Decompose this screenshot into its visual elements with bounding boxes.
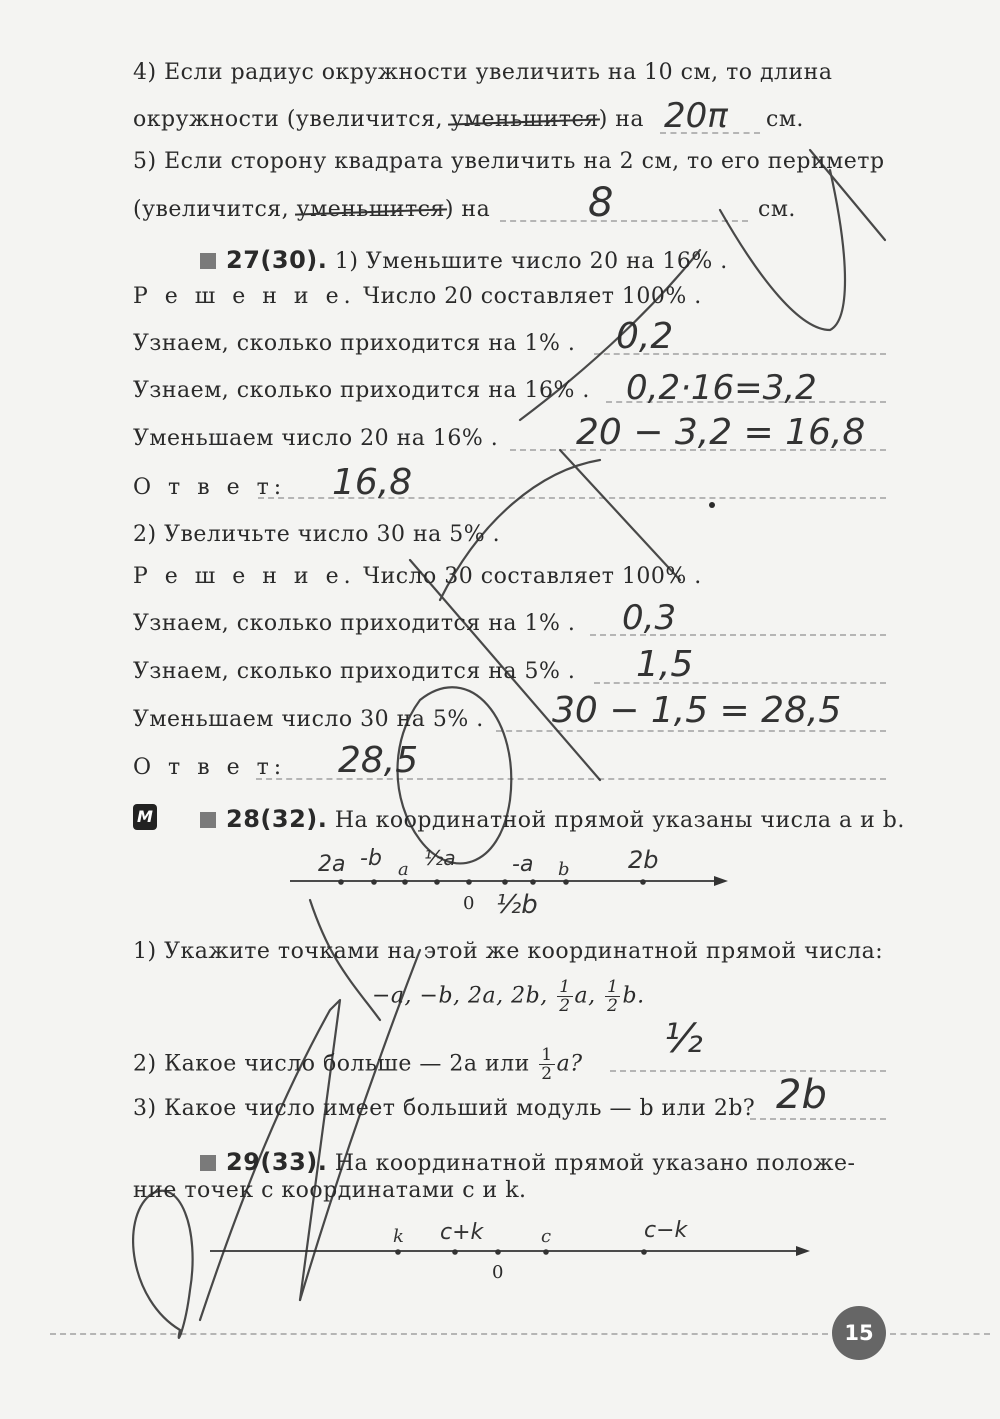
p28-q1: 1) Укажите точками на этой же координатной прямой числа: — [133, 939, 884, 964]
solution-text: Число 20 составляет 100% . — [363, 284, 702, 309]
point-b-label: b — [558, 859, 570, 880]
hw-2a: 2a — [318, 852, 346, 877]
q1-var-b: b. — [622, 983, 645, 1009]
hw-half-b: ½b — [496, 890, 538, 920]
problem28-task: На координатной прямой указаны числа a и b. — [334, 808, 905, 833]
item4-text-a: окружности (увеличится, — [133, 107, 451, 132]
point-k-label: k — [393, 1226, 404, 1247]
item5-text-b: ) на — [444, 197, 491, 222]
hw-minus-a: -a — [512, 852, 534, 877]
item5-struck-word: уменьшится — [296, 197, 445, 222]
p27-2-answer: 28,5 — [338, 740, 419, 781]
fraction-half: $\frac{1}{2}$ — [541, 1045, 553, 1084]
p27-2-step2: Узнаем, сколько приходится на 5% . — [133, 659, 576, 684]
hw-2b: 2b — [628, 846, 659, 874]
solution-text: Число 30 составляет 100% . — [363, 564, 702, 589]
p28-q3: 3) Какое число имеет больший модуль — b или 2b? — [133, 1096, 756, 1121]
p27-2-step1-answer: 0,3 — [622, 598, 677, 638]
solution-label: Р е ш е н и е. — [133, 564, 356, 589]
q2-text: 2) Какое число больше — 2a или — [133, 1051, 530, 1077]
item4-text-b: ) на — [598, 107, 645, 132]
p27-1-step3-answer: 20 − 3,2 = 16,8 — [576, 412, 866, 453]
q1-var-a: a, — [574, 983, 596, 1009]
fraction-half: $\frac{1}{2}$ — [607, 977, 619, 1016]
item4-struck-word: уменьшится — [450, 107, 599, 132]
p27-1-answer-label: О т в е т: — [133, 475, 287, 500]
hw-minus-b: -b — [360, 846, 382, 871]
point-c-label: c — [541, 1226, 552, 1247]
solution-label: Р е ш е н и е. — [133, 284, 356, 309]
p27-1-step2: Узнаем, сколько приходится на 16% . — [133, 378, 590, 403]
problem27-number: 27(30). — [226, 246, 328, 274]
problem28-number: 28(32). — [226, 805, 328, 833]
point-a-label: a — [398, 859, 409, 880]
p28-q3-answer: 2b — [776, 1072, 827, 1118]
problem29-task-line2: ние точек с координатами c и k. — [133, 1178, 527, 1203]
hw-half-a: ½a — [424, 846, 456, 870]
hw-c-minus-k: c−k — [644, 1218, 688, 1243]
p27-1-step2-answer: 0,2·16=3,2 — [626, 368, 817, 408]
item5-answer: 8 — [588, 180, 614, 226]
item4-unit: см. — [766, 107, 804, 132]
p27-1-step1-answer: 0,2 — [616, 316, 674, 357]
p27-2-step1: Узнаем, сколько приходится на 1% . — [133, 611, 576, 636]
p27-2-step2-answer: 1,5 — [636, 644, 694, 685]
p27-1-step1: Узнаем, сколько приходится на 1% . — [133, 331, 576, 356]
item4-line1: 4) Если радиус окружности увеличить на 10 см, то длина — [133, 60, 833, 85]
problem29-number: 29(33). — [226, 1148, 328, 1176]
p28-q2-answer: ½ — [664, 1016, 703, 1062]
fraction-half: $\frac{1}{2}$ — [559, 977, 571, 1016]
p27-2-step3-answer: 30 − 1,5 = 28,5 — [552, 690, 842, 731]
problem29-task-line1: На координатной прямой указано положе- — [334, 1151, 856, 1176]
page-number: 15 — [832, 1306, 886, 1360]
problem27-part1-task: 1) Уменьшите число 20 на 16% . — [334, 249, 728, 274]
item4-answer: 20π — [664, 96, 728, 136]
p27-2-task: 2) Увеличьте число 30 на 5% . — [133, 522, 501, 547]
item5-line1: 5) Если сторону квадрата увеличить на 2 см, то его периметр — [133, 149, 885, 174]
p27-1-answer: 16,8 — [332, 462, 413, 503]
zero-label: 0 — [463, 893, 475, 914]
p27-2-step3: Уменьшаем число 30 на 5% . — [133, 707, 484, 732]
p27-1-step3: Уменьшаем число 20 на 16% . — [133, 426, 499, 451]
q1-list-text: −a, −b, 2a, 2b, — [372, 983, 548, 1009]
q2-var: a? — [556, 1051, 583, 1077]
zero-label: 0 — [492, 1262, 504, 1283]
p27-2-answer-label: О т в е т: — [133, 755, 287, 780]
hw-c-plus-k: c+k — [440, 1220, 484, 1245]
item5-text-a: (увеличится, — [133, 197, 297, 222]
difficulty-badge: М — [133, 804, 157, 830]
item5-unit: см. — [758, 197, 796, 222]
